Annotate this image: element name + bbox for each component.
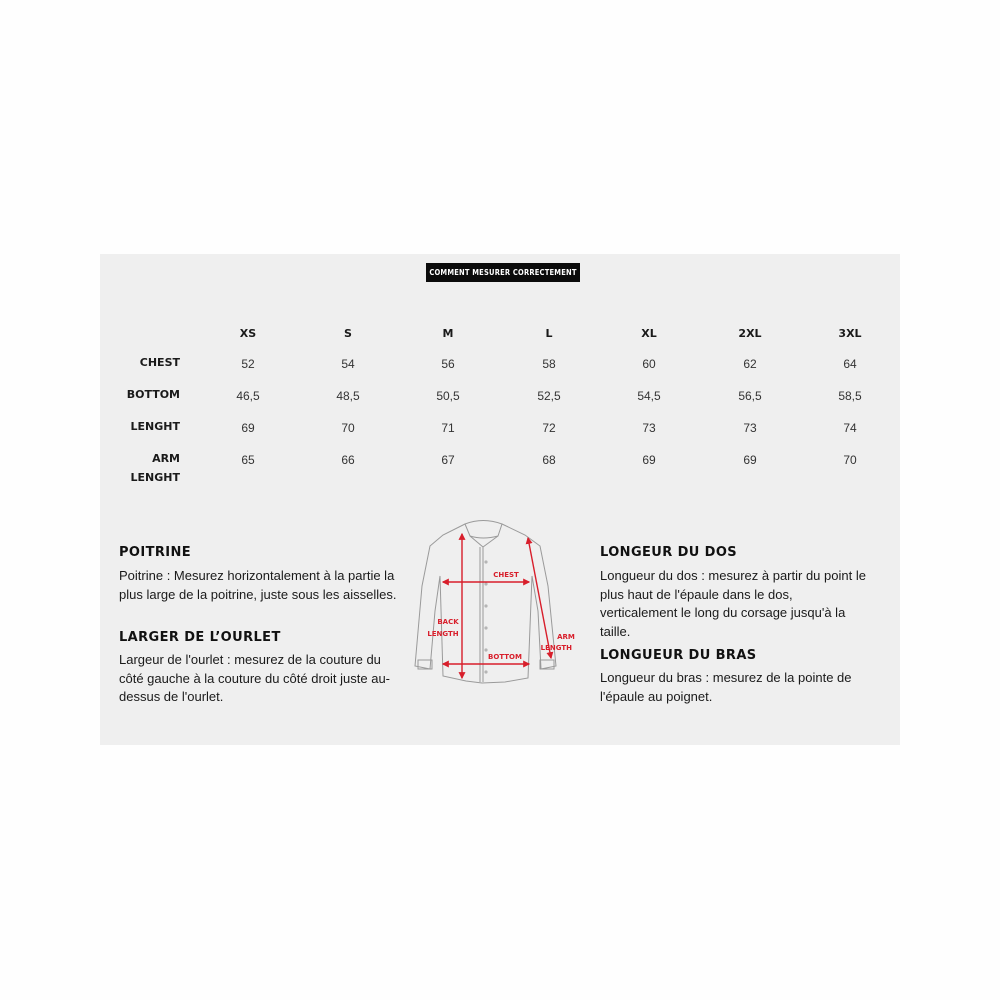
table-cell: 58,5 [838,389,862,403]
size-header: 3XL [838,327,862,340]
ourlet-title: LARGER DE L’OURLET [119,630,281,645]
table-cell: 70 [341,421,355,435]
bras-text: Longueur du bras : mesurez de la pointe de l'épaule au poignet. [600,670,852,704]
size-header: XL [641,327,657,340]
table-cell: 62 [743,357,757,371]
table-cell: 73 [642,421,656,435]
table-cell: 46,5 [236,389,260,403]
row-label [131,417,180,436]
back-length-label-1: BACK [437,618,459,626]
table-cell: 70 [843,453,857,467]
row-label-line: LENGHT [130,420,180,433]
table-cell: 52,5 [537,389,561,403]
shirt-measurement-diagram [410,516,575,691]
table-cell: 50,5 [436,389,460,403]
arm-length-label-2: LENGTH [540,644,572,652]
table-cell: 60 [642,357,656,371]
table-cell: 68 [542,453,556,467]
row-label-line: BOTTOM [126,388,180,401]
table-cell: 67 [441,453,455,467]
guide-title-badge: COMMENT MESURER CORRECTEMENT [426,263,580,282]
row-label [131,449,180,487]
bras-title: LONGUEUR DU BRAS [600,648,757,663]
row-label-line: CHEST [139,356,180,369]
size-header: 2XL [738,327,762,340]
table-cell: 69 [642,453,656,467]
table-cell: 71 [441,421,455,435]
table-cell: 69 [241,421,255,435]
table-cell: 66 [341,453,355,467]
size-header: XS [239,327,257,340]
table-cell: 56,5 [738,389,762,403]
size-header: S [344,327,352,340]
row-label-line: LENGHT [130,471,180,484]
table-cell: 54,5 [637,389,661,403]
table-cell: 73 [743,421,757,435]
back-length-label-2: LENGTH [427,630,459,638]
table-cell: 64 [843,357,857,371]
poitrine-text: Poitrine : Mesurez horizontalement à la partie la plus large de la poitrine, juste sous les aisselles. [119,568,397,602]
shirt-outline [415,521,556,684]
ourlet-text: Largeur de l'ourlet : mesurez de la couture du côté gauche à la couture du côté droit juste au-dessus de l'ourlet. [119,652,391,704]
row-label [140,353,180,372]
table-cell: 74 [843,421,857,435]
dos-text: Longueur du dos : mesurez à partir du point le plus haut de l'épaule dans le dos, verticalement le long du corsage jusqu'à la taille. [600,568,866,639]
size-header: L [545,327,553,340]
dos-title: LONGEUR DU DOS [600,545,738,560]
bottom-label: BOTTOM [488,653,522,661]
table-cell: 58 [542,357,556,371]
table-cell: 54 [341,357,355,371]
table-cell: 52 [241,357,255,371]
size-guide-panel [100,254,900,745]
row-label-line: ARM [152,452,180,465]
arm-length-label-1: ARM [557,633,575,641]
table-cell: 56 [441,357,455,371]
size-header: M [442,327,454,340]
table-cell: 65 [241,453,255,467]
table-cell: 69 [743,453,757,467]
chest-label: CHEST [493,571,519,579]
poitrine-title: POITRINE [119,545,192,560]
table-cell: 72 [542,421,556,435]
table-cell: 48,5 [336,389,360,403]
row-label [127,385,180,404]
